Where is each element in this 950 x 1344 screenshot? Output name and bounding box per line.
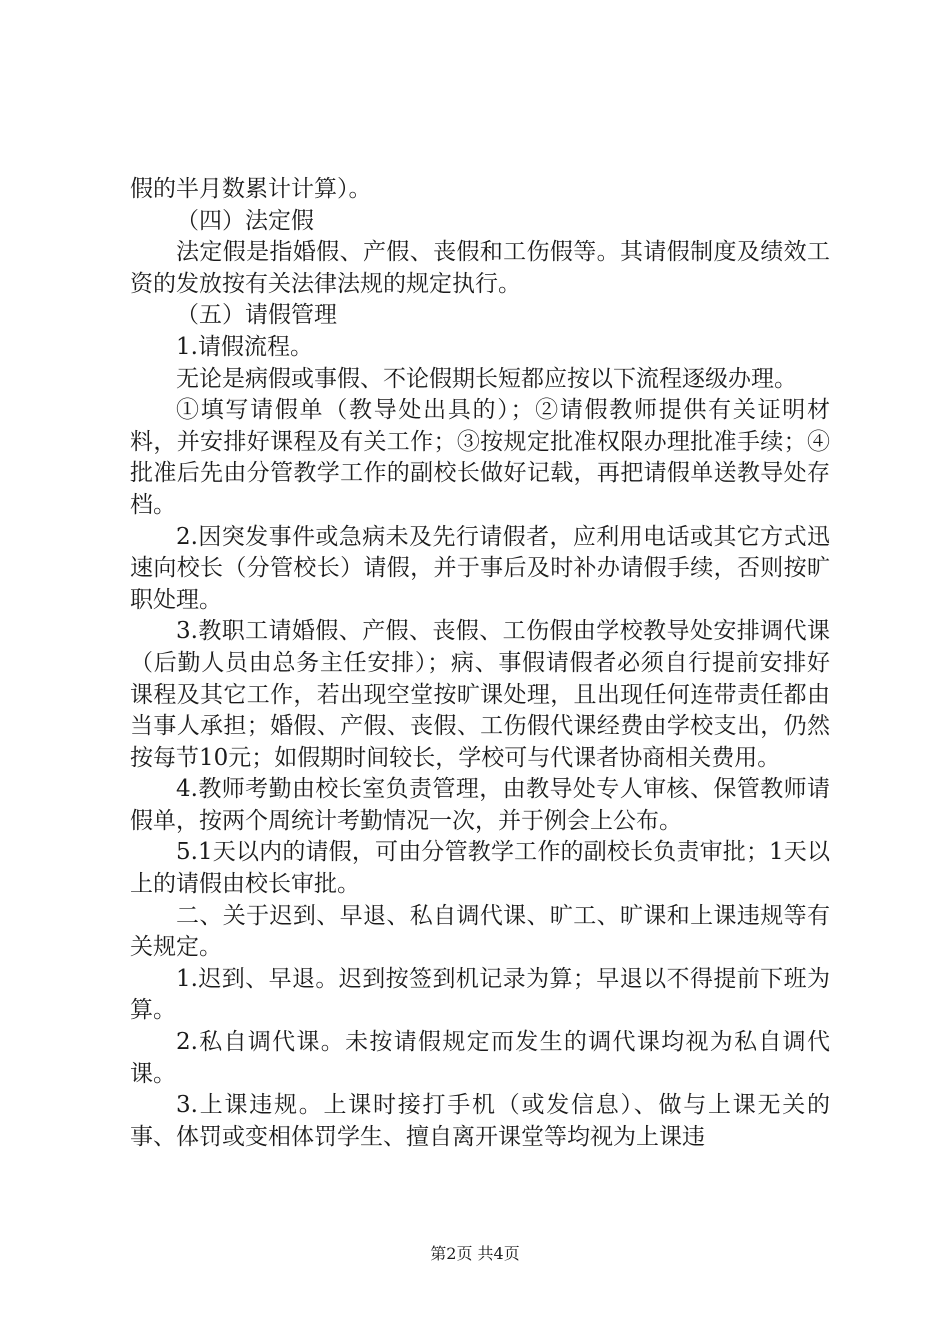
paragraph: 3.教职工请婚假、产假、丧假、工伤假由学校教导处安排调代课（后勤人员由总务主任安排）；病、事假请假者必须自行提前安排好课程及其它工作，若出现空堂按旷课处理，且出现任何连带责任都由当事人承担；婚假、产假、丧假、工伤假代课经费由学校支出，仍然按每节10元；如假期时间较长，学校可与代课者协商相关费用。	[130, 618, 830, 771]
paragraph: 1.迟到、早退。迟到按签到机记录为算；早退以不得提前下班为算。	[130, 965, 830, 1024]
paragraph: 2.私自调代课。未按请假规定而发生的调代课均视为私自调代课。	[130, 1029, 830, 1087]
document-body	[130, 174, 830, 1153]
page-number: 第2页 共4页	[430, 1244, 520, 1263]
section-heading: 二、关于迟到、早退、私自调代课、旷工、旷课和上课违规等有关规定。	[130, 902, 830, 961]
subheading: 1.请假流程。	[176, 333, 313, 360]
paragraph: 法定假是指婚假、产假、丧假和工伤假等。其请假制度及绩效工资的发放按有关法律法规的规定执行。	[130, 239, 830, 297]
page-footer	[0, 1244, 950, 1264]
paragraph: 3.上课违规。上课时接打手机（或发信息）、做与上课无关的事、体罚或变相体罚学生、擅自离开课堂等均视为上课违	[130, 1092, 830, 1150]
paragraph: ①填写请假单（教导处出具的）；②请假教师提供有关证明材料，并安排好课程及有关工作；③按规定批准权限办理批准手续；④批准后先由分管教学工作的副校长做好记载，再把请假单送教导处存档。	[130, 397, 830, 518]
paragraph: 假的半月数累计计算）。	[130, 176, 372, 202]
paragraph: 5.1天以内的请假，可由分管教学工作的副校长负责审批；1天以上的请假由校长审批。	[130, 839, 830, 898]
paragraph: 2.因突发事件或急病未及先行请假者，应利用电话或其它方式迅速向校长（分管校长）请假，并于事后及时补办请假手续，否则按旷职处理。	[130, 523, 830, 613]
section-heading: （四）法定假	[176, 207, 314, 234]
section-heading: （五）请假管理	[176, 302, 337, 329]
paragraph: 无论是病假或事假、不论假期长短都应按以下流程逐级办理。	[176, 365, 797, 392]
paragraph: 4.教师考勤由校长室负责管理，由教导处专人审核、保管教师请假单，按两个周统计考勤情况一次，并于例会上公布。	[130, 776, 830, 834]
